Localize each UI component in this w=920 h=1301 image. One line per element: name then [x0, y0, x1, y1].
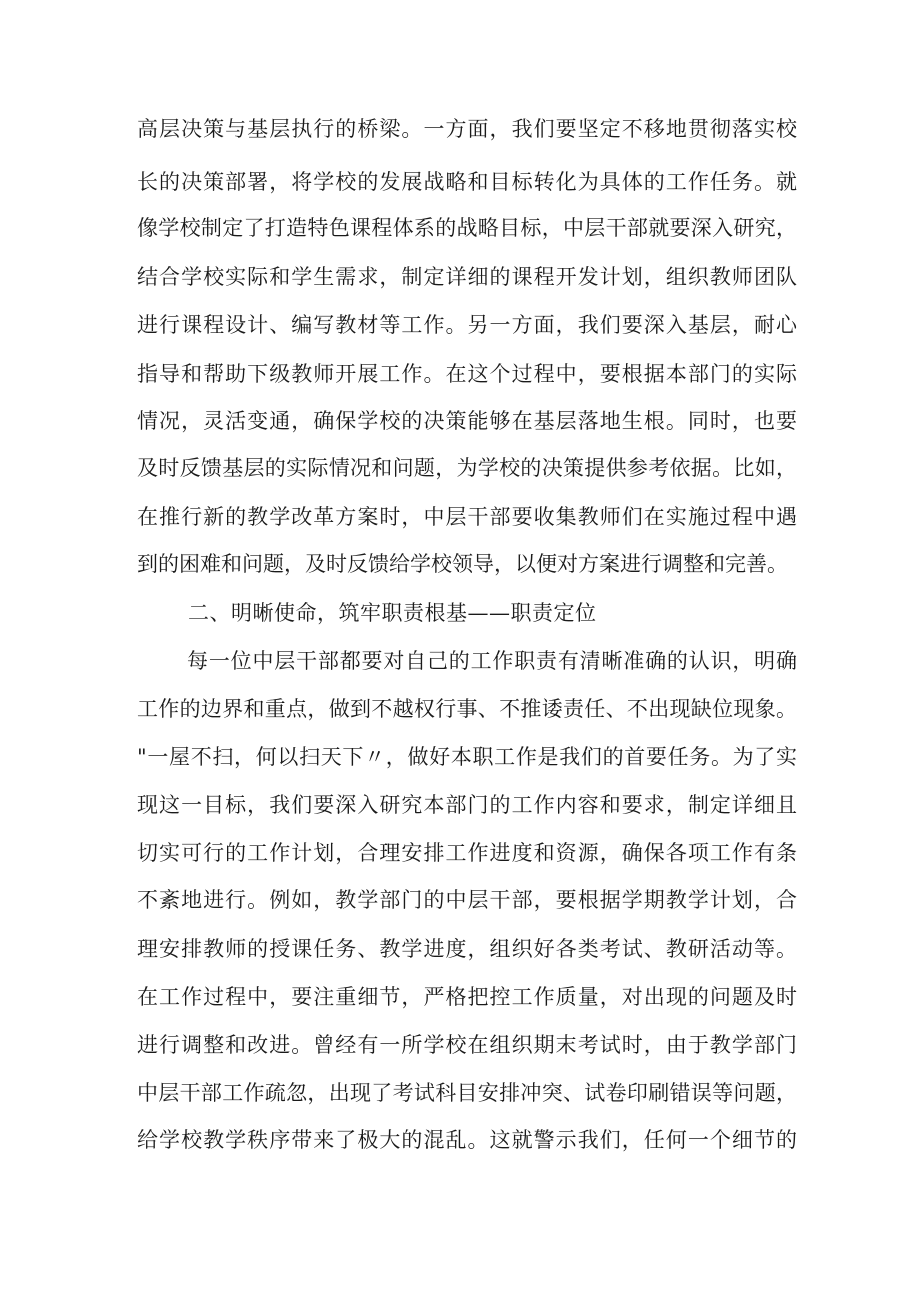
text-line: 理安排教师的授课任务、教学进度，组织好各类考试、教研活动等。: [137, 937, 797, 961]
text-line: 结合学校实际和学生需求，制定详细的课程开发计划，组织教师团队: [137, 265, 797, 289]
text-line: 长的决策部署，将学校的发展战略和目标转化为具体的工作任务。就: [137, 170, 797, 194]
text-line: 高层决策与基层执行的桥梁。一方面，我们要坚定不移地贯彻落实校: [137, 117, 797, 141]
text-line: 每一位中层干部都要对自己的工作职责有清晰准确的认识，明确: [187, 649, 797, 673]
text-line: 情况，灵活变通，确保学校的决策能够在基层落地生根。同时，也要: [137, 409, 797, 433]
text-line: 中层干部工作疏忽，出现了考试科目安排冲突、试卷印刷错误等问题，: [137, 1081, 797, 1105]
text-line: 工作的边界和重点，做到不越权行事、不推诿责任、不出现缺位现象。: [137, 697, 797, 721]
text-line: 切实可行的工作计划，合理安排工作进度和资源，确保各项工作有条: [137, 841, 797, 865]
text-line: 指导和帮助下级教师开展工作。在这个过程中，要根据本部门的实际: [137, 362, 797, 386]
text-line: 及时反馈基层的实际情况和问题，为学校的决策提供参考依据。比如，: [137, 456, 797, 480]
text-line: 到的困难和问题，及时反馈给学校领导，以便对方案进行调整和完善。: [137, 552, 788, 576]
text-line: 在推行新的教学改革方案时，中层干部要收集教师们在实施过程中遇: [137, 505, 797, 529]
text-line: 给学校教学秩序带来了极大的混乱。这就警示我们，任何一个细节的: [137, 1128, 797, 1152]
text-line: 进行课程设计、编写教材等工作。另一方面，我们要深入基层，耐心: [137, 313, 797, 337]
text-line: 在工作过程中，要注重细节，严格把控工作质量，对出现的问题及时: [137, 985, 797, 1009]
text-line: 像学校制定了打造特色课程体系的战略目标，中层干部就要深入研究，: [137, 216, 797, 240]
text-line: "一屋不扫，何以扫天下〃，做好本职工作是我们的首要任务。为了实: [137, 745, 797, 769]
text-line: 不紊地进行。例如，教学部门的中层干部，要根据学期教学计划，合: [137, 888, 797, 912]
text-line: 进行调整和改进。曾经有一所学校在组织期末考试时，由于教学部门: [137, 1033, 797, 1057]
section-heading: 二、明晰使命，筑牢职责根基——职责定位: [188, 601, 597, 625]
text-line: 现这一目标，我们要深入研究本部门的工作内容和要求，制定详细且: [137, 793, 797, 817]
